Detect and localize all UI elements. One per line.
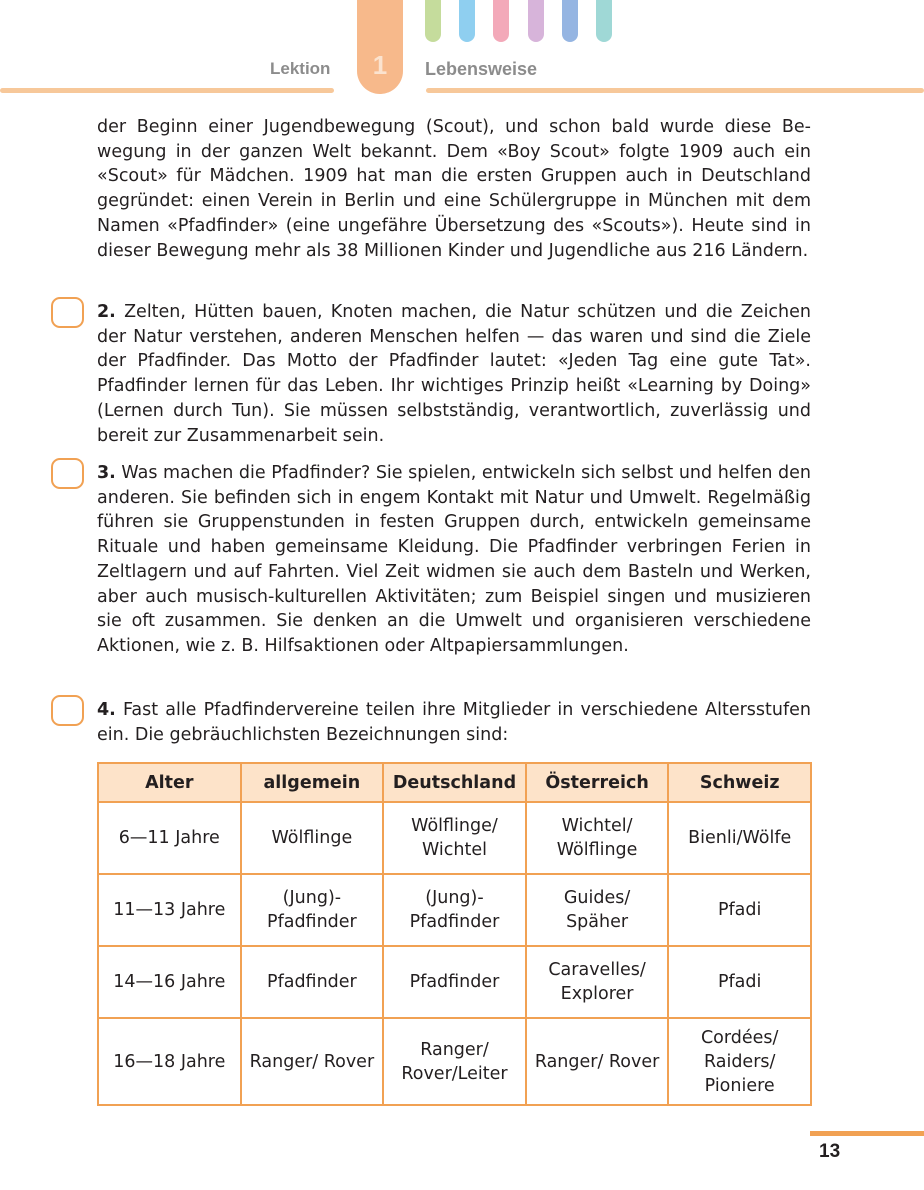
paragraph-3-checkbox[interactable]	[51, 458, 84, 489]
color-tab-2	[459, 0, 475, 42]
color-tab-3	[493, 0, 509, 42]
table-row	[98, 946, 811, 1018]
header-cell-austria: Österreich	[526, 763, 669, 802]
age-groups-table	[97, 762, 812, 1106]
paragraph-number: 3.	[97, 463, 116, 483]
table-header-row	[98, 763, 811, 802]
table-cell: (Jung)- Pfadfinder	[241, 874, 384, 946]
header-cell-switzerland: Schweiz	[668, 763, 811, 802]
color-tab-6	[596, 0, 612, 42]
table-cell: Wichtel/ Wölflinge	[526, 802, 669, 874]
table-cell: Pfadfinder	[383, 946, 526, 1018]
header-cell-germany: Deutschland	[383, 763, 526, 802]
table-cell: Ranger/ Rover	[526, 1018, 669, 1105]
page-number: 13	[819, 1141, 841, 1162]
lektion-label: Lektion	[270, 59, 331, 78]
paragraph-number: 4.	[97, 700, 116, 720]
table-cell: Pfadfinder	[241, 946, 384, 1018]
paragraph-2-checkbox[interactable]	[51, 297, 84, 328]
lesson-number: 1	[372, 50, 388, 80]
table-cell: Bienli/Wölfe	[668, 802, 811, 874]
header-cell-age: Alter	[98, 763, 241, 802]
table-cell: 14—16 Jahre	[98, 946, 241, 1018]
table-row	[98, 874, 811, 946]
table-cell: Ranger/ Rover	[241, 1018, 384, 1105]
paragraph-number: 2.	[97, 302, 116, 322]
table-cell: Guides/ Späher	[526, 874, 669, 946]
color-tab-5	[562, 0, 578, 42]
table-cell: Pfadi	[668, 874, 811, 946]
header-rule-left	[0, 88, 334, 93]
paragraph-4-checkbox[interactable]	[51, 695, 84, 726]
table-row	[98, 1018, 811, 1105]
topic-label: Lebensweise	[425, 59, 538, 79]
table-cell: Wölflinge	[241, 802, 384, 874]
table-cell: 16—18 Jahre	[98, 1018, 241, 1105]
table-row	[98, 802, 811, 874]
footer-rule	[810, 1131, 924, 1136]
lesson-tab	[357, 0, 403, 94]
paragraph-text: Was machen die Pfadfinder? Sie spielen, entwickeln sich selbst und helfen den anderen. Sie befinden sich in engem Kontakt mit Natur und Umwelt. Regelmäßig führen sie Gruppenstunden in festen Gruppen durch, entwickeln gemeinsame Rituale und haben gemeinsame Kleidung. Die Pfadfinder verbringen Ferien in Zeltlagern und auf Fahrten. Viel Zeit widmen sie auch dem Basteln und Werken, aber auch musisch-kulturellen Aktivitäten; zum Beispiel singen und musizieren sie oft zusammen. Sie denken an die Umwelt und organisieren verschiedene Aktionen, wie z. B. Hilfsaktionen oder Altpapiersammlungen.	[97, 463, 811, 656]
paragraph-3	[97, 461, 811, 659]
table-cell: (Jung)- Pfadfinder	[383, 874, 526, 946]
table-cell: Wölflinge/ Wichtel	[383, 802, 526, 874]
paragraph-intro	[97, 115, 811, 263]
paragraph-text: Fast alle Pfadfindervereine teilen ihre Mitglieder in verschiedene Altersstufen ein. Die gebräuchlichsten Bezeichnungen sind:	[97, 700, 811, 745]
table-cell: Ranger/ Rover/Leiter	[383, 1018, 526, 1105]
color-tab-1	[425, 0, 441, 42]
table-cell: Pfadi	[668, 946, 811, 1018]
paragraph-4	[97, 698, 811, 747]
table-cell: Cordées/ Raiders/ Pioniere	[668, 1018, 811, 1105]
paragraph-text: Zelten, Hütten bauen, Knoten machen, die Natur schützen und die Zeichen der Natur verstehen, anderen Menschen helfen — das waren und sind die Ziele der Pfadfinder. Das Motto der Pfadfinder lautet: «Jeden Tag eine gute Tat». Pfadfinder lernen für das Leben. Ihr wichtiges Prinzip heißt «Learning by Doing» (Lernen durch Tun). Sie müssen selbstständig, verantwortlich, zuverlässig und bereit zur Zusammenarbeit sein.	[97, 302, 811, 446]
color-tab-4	[528, 0, 544, 42]
header-cell-general: allgemein	[241, 763, 384, 802]
header-rule-right	[426, 88, 924, 93]
paragraph-2	[97, 300, 811, 448]
table-cell: Caravelles/ Explorer	[526, 946, 669, 1018]
table-cell: 11—13 Jahre	[98, 874, 241, 946]
table-cell: 6—11 Jahre	[98, 802, 241, 874]
paragraph-text: der Beginn einer Jugendbewegung (Scout), und schon bald wurde diese Bewegung in der ganzen Welt bekannt. Dem «Boy Scout» folgte 1909 auch ein «Scout» für Mädchen. 1909 hat man die ersten Gruppen auch in Deutschland gegründet: einen Verein in Berlin und eine Schülergruppe in München mit dem Namen «Pfadfinder» (eine ungefähre Übersetzung des «Scouts»). Heute sind in dieser Bewegung mehr als 38 Millionen Kinder und Jugendliche aus 216 Ländern.	[97, 117, 811, 261]
